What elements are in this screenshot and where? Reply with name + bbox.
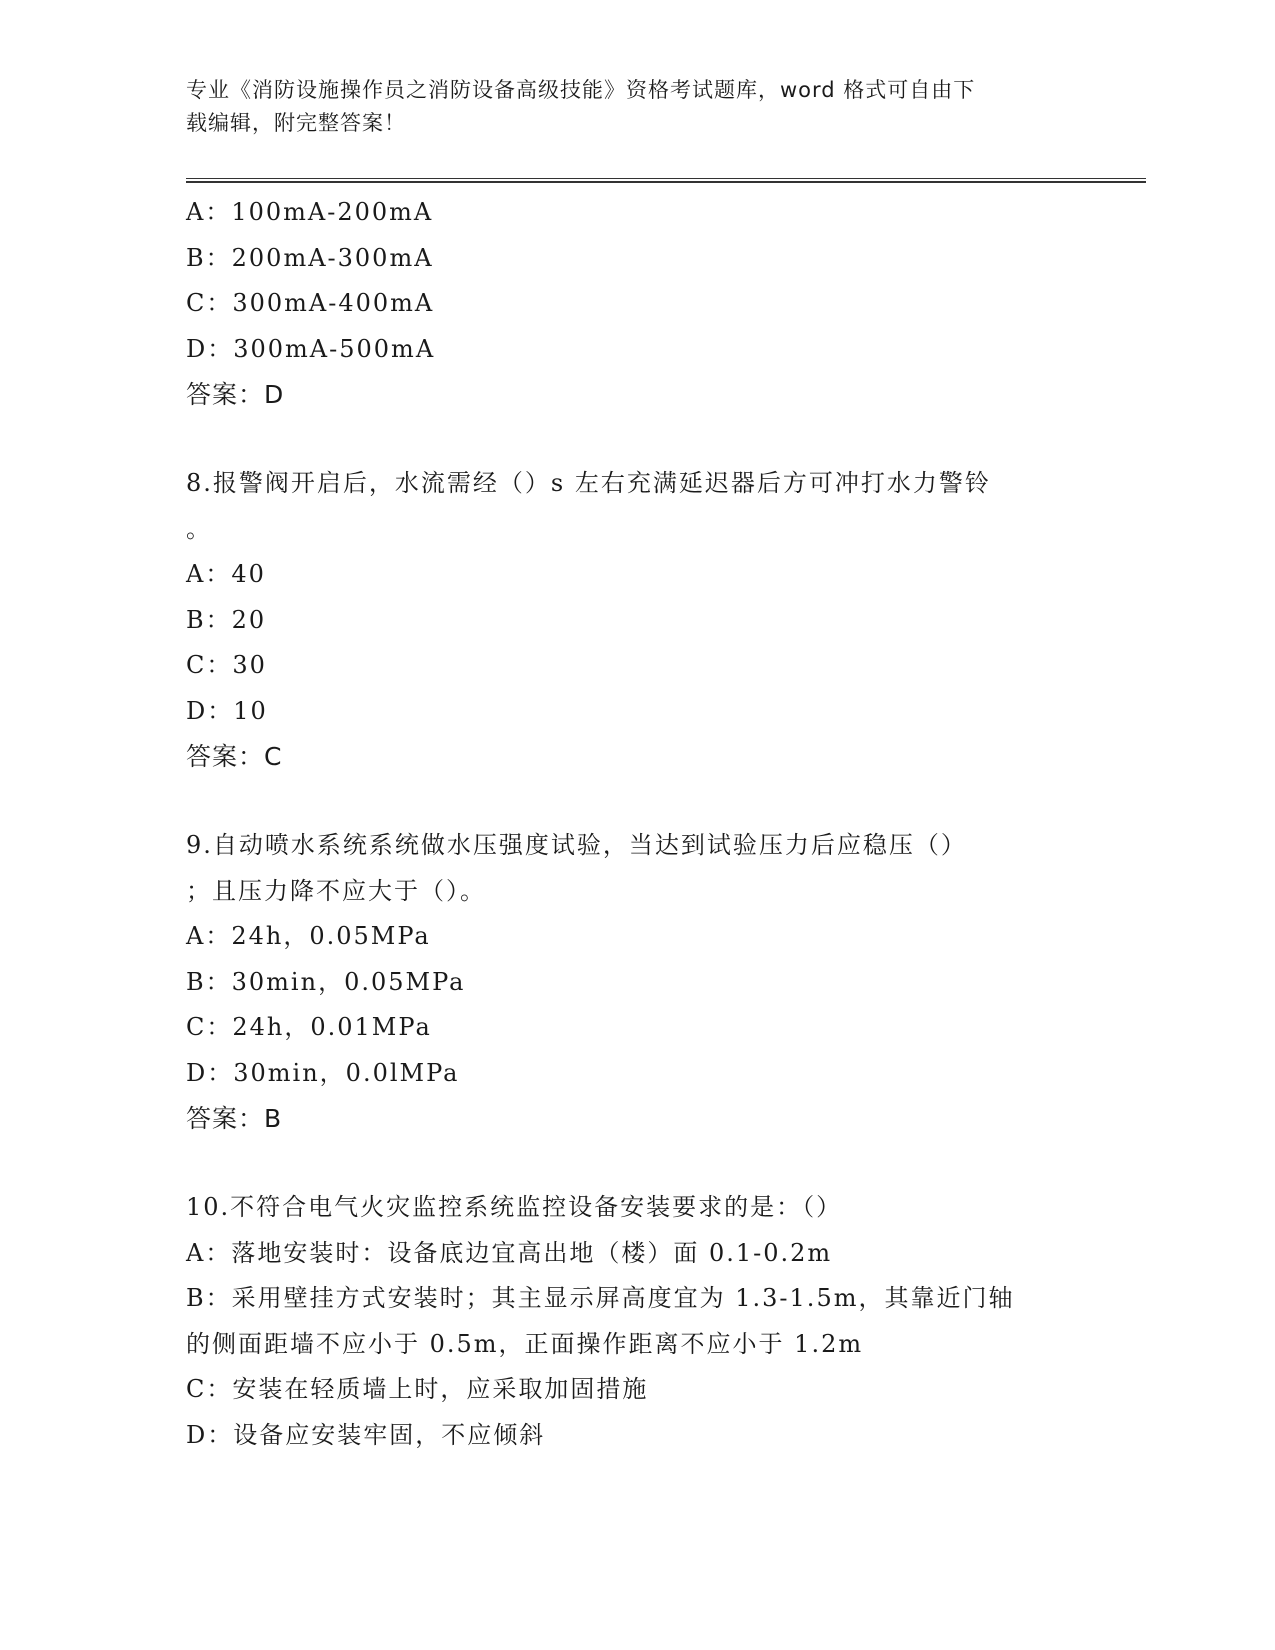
question-8	[186, 461, 1086, 779]
option-a: A：100mA-200mA	[186, 198, 434, 226]
spacer	[186, 779, 1086, 823]
option-a: A：落地安装时：设备底边宜高出地（楼）面 0.1-0.2m	[186, 1238, 833, 1267]
option-b: B：20	[186, 605, 267, 634]
question-list	[186, 190, 1086, 1458]
header-line-2: 载编辑，附完整答案！	[186, 111, 406, 135]
question-9	[186, 823, 1086, 1141]
header-divider-thick	[186, 181, 1146, 183]
option-c: C：24h，0.01MPa	[186, 1013, 432, 1041]
option-d: D：30min，0.0lMPa	[186, 1058, 460, 1087]
option-b: B：200mA-300mA	[186, 243, 434, 272]
answer: 答案：B	[186, 1104, 283, 1133]
answer: 答案：D	[186, 380, 285, 409]
option-d: D：300mA-500mA	[186, 334, 436, 363]
spacer	[186, 417, 1086, 461]
question-text: 8.报警阀开启后，水流需经（）s 左右充满延迟器后方可冲打水力警铃	[186, 469, 991, 497]
question-text-continued: 。	[186, 514, 212, 543]
option-a: A：40	[186, 560, 266, 588]
option-d: D：设备应安装牢固，不应倾斜	[186, 1420, 546, 1449]
question-text: 10.不符合电气火灾监控系统监控设备安装要求的是：（）	[186, 1193, 843, 1221]
question-text: 9.自动喷水系统系统做水压强度试验，当达到试验压力后应稳压（）	[186, 831, 967, 859]
option-b: B：30min，0.05MPa	[186, 967, 466, 996]
option-c: C：300mA-400mA	[186, 289, 435, 317]
option-c: C：30	[186, 651, 267, 679]
header-divider-thin	[186, 178, 1146, 179]
option-b-continued: 的侧面距墙不应小于 0.5m，正面操作距离不应小于 1.2m	[186, 1329, 864, 1358]
answer: 答案：C	[186, 742, 283, 771]
option-c: C：安装在轻质墙上时，应采取加固措施	[186, 1375, 649, 1403]
header-line-1: 专业《消防设施操作员之消防设备高级技能》资格考试题库，word 格式可自由下	[186, 78, 976, 102]
option-a: A：24h，0.05MPa	[186, 922, 431, 950]
option-b: B：采用壁挂方式安装时；其主显示屏高度宜为 1.3-1.5m，其靠近门轴	[186, 1284, 1015, 1312]
question-7	[186, 190, 1086, 417]
document-header	[186, 74, 1066, 140]
question-text-continued: ；且压力降不应大于（）。	[186, 876, 486, 905]
spacer	[186, 1141, 1086, 1185]
option-d: D：10	[186, 696, 268, 725]
question-10	[186, 1185, 1086, 1458]
